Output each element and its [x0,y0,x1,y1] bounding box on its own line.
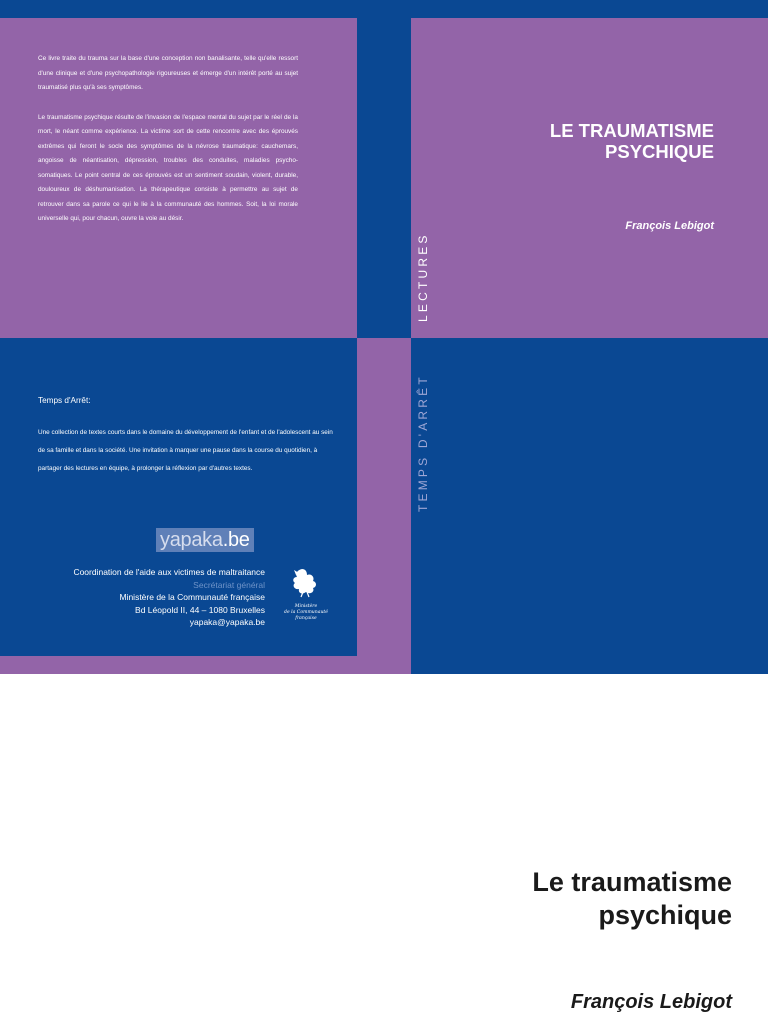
yapaka-logo [156,528,254,552]
emblem-text-2: de la Communauté [284,610,328,615]
front-title-line-2: PSYCHIQUE [605,141,714,162]
contact-line-email: yapaka@yapaka.be [189,617,265,627]
emblem-text-1: Ministère [294,604,318,609]
title-page-title [532,866,732,932]
front-cover-author: François Lebigot [625,220,714,232]
yapaka-logo-suffix: .be [222,529,250,551]
summary-paragraph-2: Le traumatisme psychique résulte de l'invasion de l'espace mental du sujet par le réel de la mort, le néant comme expérience. La victime sort de cette rencontre avec des éprouvés extrêmes qui feront le socle des symptômes de la névrose traumatique: cauchemars, angoisse de néantisation, dépression, troubles des conduites, maladies psycho-somatiques. Le point central de ces éprouvés est un sentiment soudain, violent, durable, douloureux de déshumanisation. La thérapeutique consiste à permettre au sujet de retrouver dans sa parole ce qui le lie à la communauté des hommes. Soit, la loi morale universelle qui, pour chacun, ouvre la voie au désir. [38,113,298,222]
contact-line-secretariat: Secrétariat général [193,579,265,590]
title-page-author: François Lebigot [570,991,732,1013]
rooster-emblem-icon [276,566,336,626]
emblem-text-3: française [295,616,317,621]
contact-block [73,566,265,629]
spine-series-label: TEMPS D'ARRÊT [416,374,430,512]
front-title-line-1: LE TRAUMATISME [549,120,714,141]
back-cover-summary [38,52,298,242]
contact-line-coordination: Coordination de l'aide aux victimes de maltraitance [73,567,265,577]
series-heading: Temps d'Arrêt: [38,396,91,405]
contact-line-ministry: Ministère de la Communauté française [119,592,265,602]
spine-collection-label: LECTURES [416,232,430,322]
spine-band [357,0,411,338]
page-title-line-1: Le traumatisme [532,867,732,897]
front-cover-title [474,120,714,162]
summary-paragraph-1: Ce livre traite du trauma sur la base d'une conception non banalisante, telle qu'elle ressort d'une clinique et d'une psychopathologie rigoureuses et émerge d'un intérêt porté au sujet traumatisé plus qu'à ses symptômes. [38,55,298,91]
yapaka-logo-name: yapaka [160,529,223,551]
page-title-line-2: psychique [598,900,732,930]
front-cover-lower-panel [411,338,768,674]
contact-line-address: Bd Léopold II, 44 – 1080 Bruxelles [135,604,265,615]
series-description: Une collection de textes courts dans le domaine du développement de l'enfant et de l'adolescent au sein de sa famille et dans la société. Une invitation à marquer une pause dans la course du quotidien, à partager des lectures en équipe, à prolonger la réflexion par d'autres textes. [38,429,333,472]
